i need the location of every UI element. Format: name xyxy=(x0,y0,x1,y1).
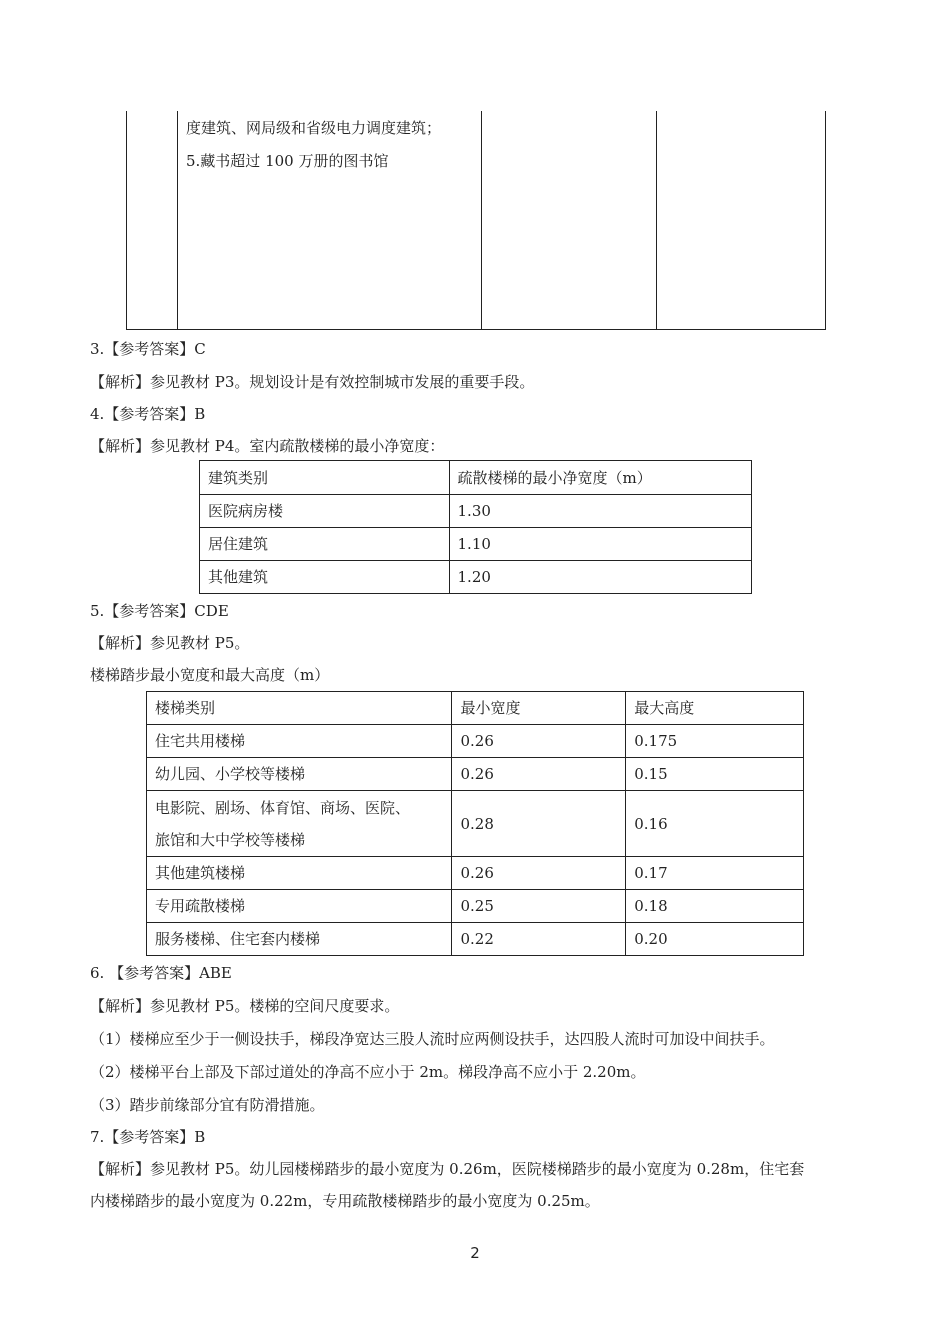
table-header: 最小宽度 xyxy=(452,692,626,725)
table-cell: 0.18 xyxy=(626,890,804,923)
table-header: 疏散楼梯的最小净宽度（m） xyxy=(449,461,751,495)
table-cell-line: 电影院、剧场、体育馆、商场、医院、 xyxy=(155,798,411,817)
table-cell: 0.175 xyxy=(626,725,804,758)
q6-point: （2）楼梯平台上部及下部过道处的净高不应小于 2m。梯段净高不应小于 2.20m。 xyxy=(90,1063,646,1081)
table-cell: 0.15 xyxy=(626,758,804,791)
table-row xyxy=(200,495,752,528)
stair-width-table xyxy=(199,460,752,594)
q4-answer: 4.【参考答案】B xyxy=(90,405,206,423)
q6-analysis: 【解析】参见教材 P5。楼梯的空间尺度要求。 xyxy=(90,997,400,1015)
table-cell: 0.17 xyxy=(626,857,804,890)
table-row xyxy=(147,758,804,791)
table-cell: 1.10 xyxy=(449,528,751,561)
table-header-row xyxy=(200,461,752,495)
table-cell-line: 旅馆和大中学校等楼梯 xyxy=(155,830,306,849)
table-row xyxy=(147,791,804,857)
table-row xyxy=(147,725,804,758)
table-cell-text: 度建筑、网局级和省级电力调度建筑； xyxy=(186,119,442,137)
page-number: 2 xyxy=(470,1244,480,1262)
table-row xyxy=(200,528,752,561)
table-cell: 0.28 xyxy=(452,791,626,857)
table-cell: 0.25 xyxy=(452,890,626,923)
table-divider xyxy=(177,111,178,329)
q6-answer: 6. 【参考答案】ABE xyxy=(90,964,232,982)
q7-answer: 7.【参考答案】B xyxy=(90,1128,206,1146)
table-header-row xyxy=(147,692,804,725)
table-cell: 0.22 xyxy=(452,923,626,956)
continued-table xyxy=(126,111,826,330)
q6-point: （3）踏步前缘部分宜有防滑措施。 xyxy=(90,1096,325,1114)
stair-step-table xyxy=(146,691,804,956)
table-cell: 住宅共用楼梯 xyxy=(147,725,452,758)
q3-answer: 3.【参考答案】C xyxy=(90,340,206,358)
table-divider xyxy=(481,111,482,329)
table-cell: 1.20 xyxy=(449,561,751,594)
q7-analysis: 内楼梯踏步的最小宽度为 0.22m，专用疏散楼梯踏步的最小宽度为 0.25m。 xyxy=(90,1192,600,1210)
table-cell: 0.16 xyxy=(626,791,804,857)
table-cell: 其他建筑楼梯 xyxy=(147,857,452,890)
table-header: 最大高度 xyxy=(626,692,804,725)
q3-analysis: 【解析】参见教材 P3。规划设计是有效控制城市发展的重要手段。 xyxy=(90,373,535,391)
table-row xyxy=(147,890,804,923)
table-divider xyxy=(656,111,657,329)
table-cell: 服务楼梯、住宅套内楼梯 xyxy=(147,923,452,956)
table-cell: 0.26 xyxy=(452,725,626,758)
q5-answer: 5.【参考答案】CDE xyxy=(90,602,229,620)
table-cell: 0.20 xyxy=(626,923,804,956)
table-cell-text: 5.藏书超过 100 万册的图书馆 xyxy=(186,152,389,170)
table-cell: 居住建筑 xyxy=(200,528,450,561)
table-header: 建筑类别 xyxy=(200,461,450,495)
q4-analysis: 【解析】参见教材 P4。室内疏散楼梯的最小净宽度： xyxy=(90,437,445,455)
table-cell: 医院病房楼 xyxy=(200,495,450,528)
q5-analysis: 【解析】参见教材 P5。 xyxy=(90,634,250,652)
table-cell: 专用疏散楼梯 xyxy=(147,890,452,923)
table-cell: 0.26 xyxy=(452,857,626,890)
table-row xyxy=(147,857,804,890)
table-cell: 1.30 xyxy=(449,495,751,528)
q5-table-caption: 楼梯踏步最小宽度和最大高度（m） xyxy=(90,666,330,684)
table-cell: 其他建筑 xyxy=(200,561,450,594)
table-cell: 幼儿园、小学校等楼梯 xyxy=(147,758,452,791)
table-row xyxy=(147,923,804,956)
q7-analysis: 【解析】参见教材 P5。幼儿园楼梯踏步的最小宽度为 0.26m，医院楼梯踏步的最小宽度为 0.28m，住宅套 xyxy=(90,1160,805,1178)
table-cell: 0.26 xyxy=(452,758,626,791)
table-row xyxy=(200,561,752,594)
q6-point: （1）楼梯应至少于一侧设扶手，梯段净宽达三股人流时应两侧设扶手，达四股人流时可加设中间扶手。 xyxy=(90,1030,775,1048)
table-header: 楼梯类别 xyxy=(147,692,452,725)
table-cell xyxy=(147,791,452,857)
